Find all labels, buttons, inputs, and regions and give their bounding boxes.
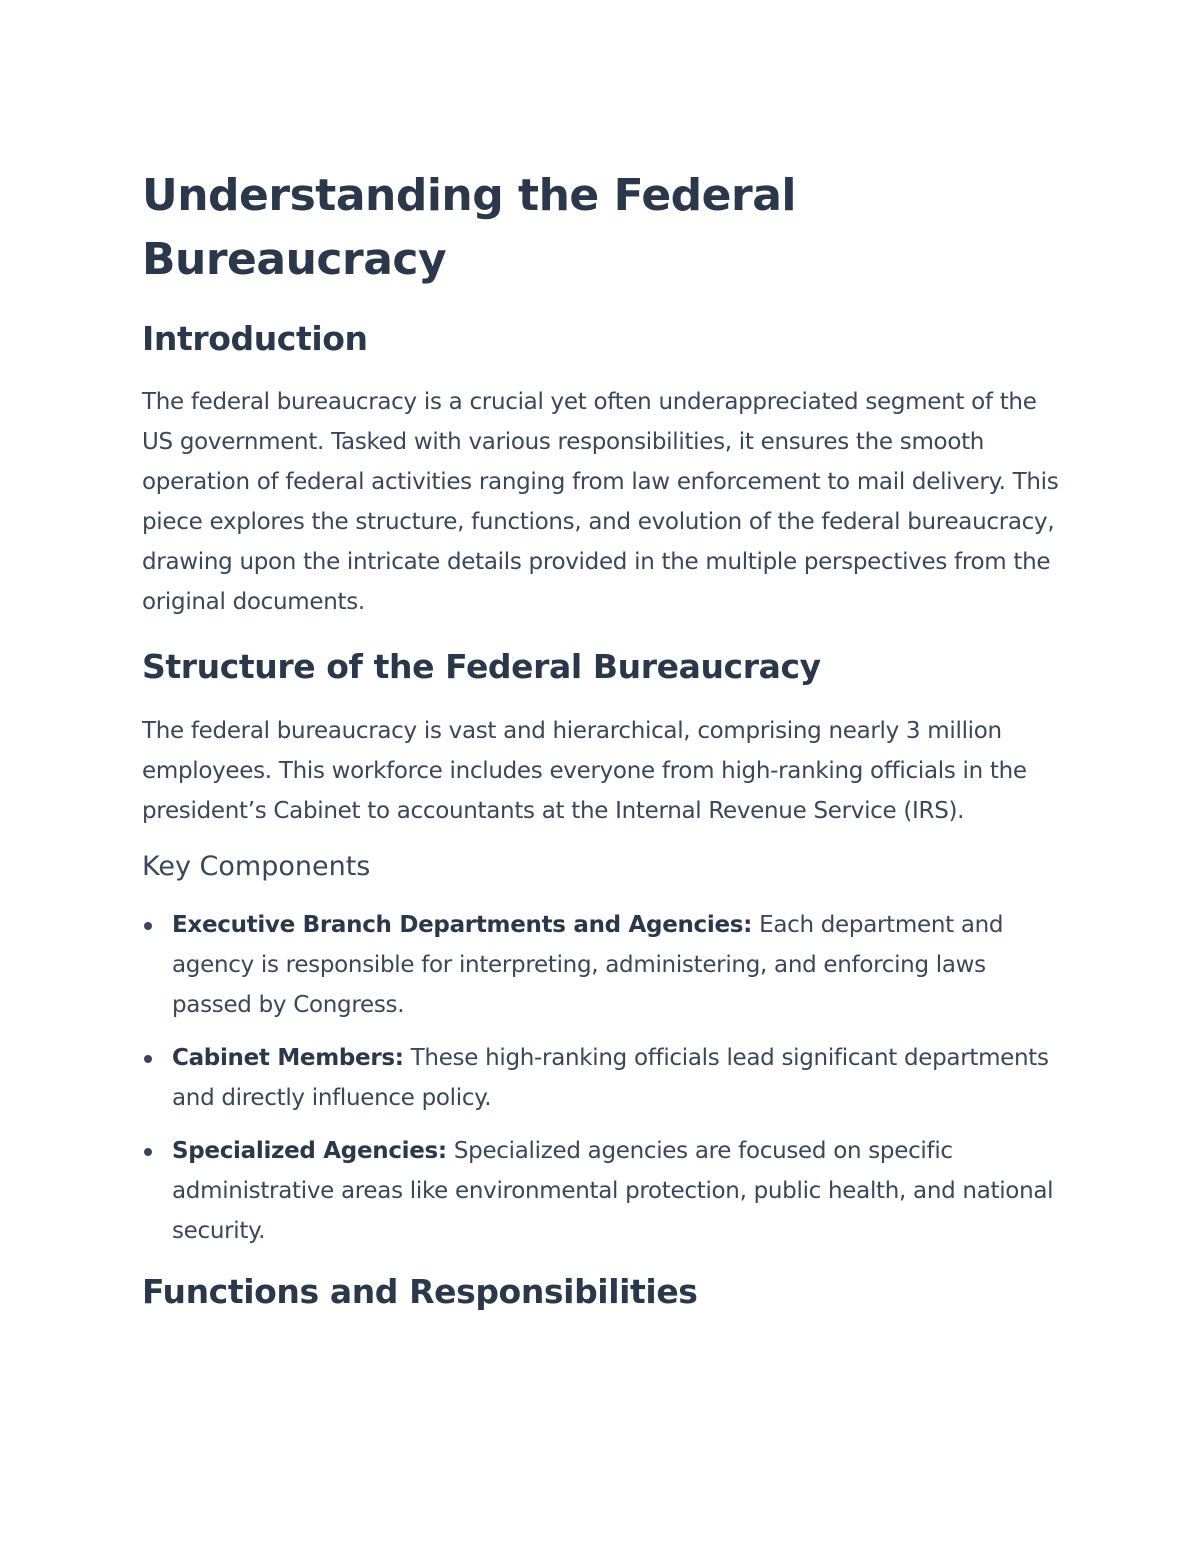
list-item-text: These high-ranking officials lead significant departments and directly influence policy. [172, 1045, 1049, 1111]
list-item-text: Specialized agencies are focused on specific administrative areas like environmental protection, public health, and national security. [172, 1138, 1054, 1244]
list-item [142, 905, 1067, 1025]
key-components-subheading: Key Components [142, 851, 371, 882]
structure-paragraph: The federal bureaucracy is vast and hierarchical, comprising nearly 3 million employees. This workforce includes everyone from high-ranking officials in the president’s Cabinet to accountants at the Internal Revenue Service (IRS). [142, 718, 1027, 824]
page-title-line-1: Understanding the Federal [142, 170, 796, 221]
list-item-text: Each department and agency is responsible for interpreting, administering, and enforcing laws passed by Congress. [172, 912, 1004, 1018]
list-item [142, 1038, 1067, 1118]
introduction-paragraph: The federal bureaucracy is a crucial yet often underappreciated segment of the US government. Tasked with various responsibilities, it ensures the smooth operation of federal activities ranging from law enforcement to mail delivery. This piece explores the structure, functions, and evolution of the federal bureaucracy, drawing upon the intricate details provided in the multiple perspectives from the original documents. [142, 389, 1059, 615]
bullet-icon [144, 922, 152, 930]
list-item [142, 1131, 1067, 1251]
bullet-icon [144, 1055, 152, 1063]
page-title-line-2: Bureaucracy [142, 234, 447, 285]
structure-heading: Structure of the Federal Bureaucracy [142, 647, 821, 686]
key-components-list [142, 905, 1067, 1251]
functions-heading: Functions and Responsibilities [142, 1272, 698, 1311]
page-title [142, 164, 1067, 292]
list-item-term: Executive Branch Departments and Agencies: [172, 912, 753, 938]
list-item-term: Cabinet Members: [172, 1045, 404, 1071]
introduction-heading: Introduction [142, 319, 368, 358]
list-item-term: Specialized Agencies: [172, 1138, 447, 1164]
bullet-icon [144, 1148, 152, 1156]
document-page [142, 164, 1067, 1314]
